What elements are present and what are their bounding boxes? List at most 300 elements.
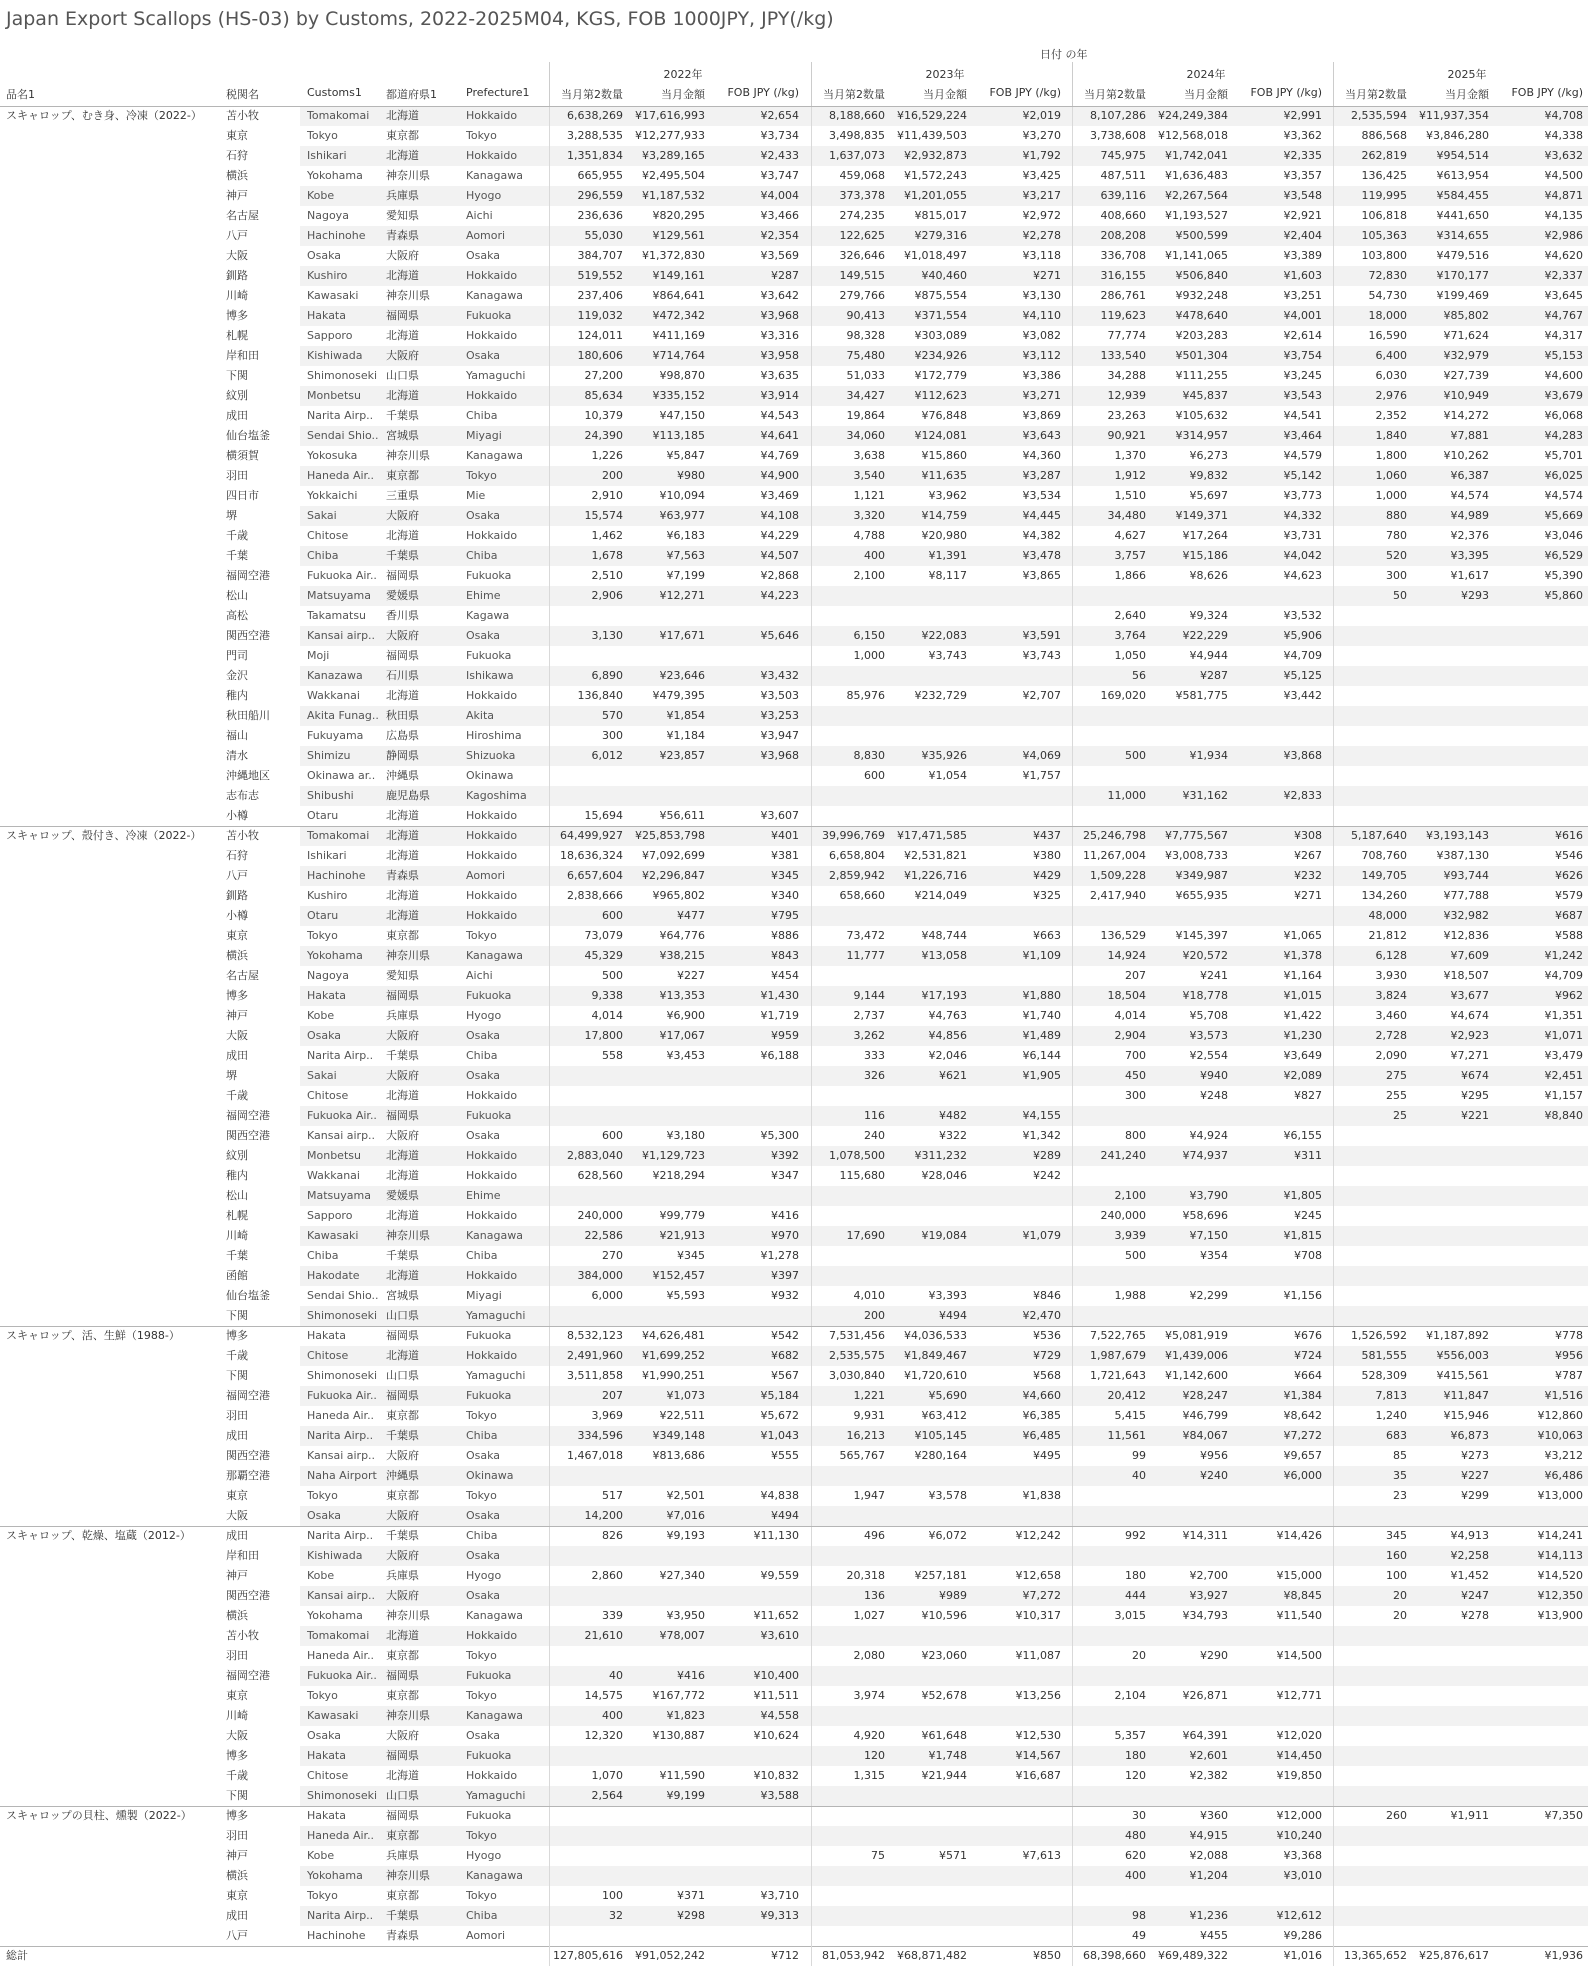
- quantity-cell: [805, 726, 885, 746]
- unit-price-cell: ¥10,240: [1276, 1829, 1322, 1842]
- unit-price-cell: [709, 1106, 799, 1126]
- value-cell: [1409, 1726, 1489, 1746]
- customs-office-jp: 仙台塩釜: [226, 429, 270, 442]
- quantity-cell: 35: [1393, 1469, 1407, 1482]
- unit-price-cell: ¥3,591: [1022, 629, 1061, 642]
- customs-office-jp: 関西空港: [226, 1589, 270, 1602]
- quantity-cell: [805, 966, 885, 986]
- prefecture-jp: 北海道: [386, 909, 419, 922]
- quantity-cell: 1,526,592: [1351, 1329, 1407, 1342]
- customs-office-jp: 福岡空港: [226, 1389, 270, 1402]
- value-cell: ¥10,094: [659, 489, 705, 502]
- unit-price-cell: ¥7,350: [1544, 1809, 1583, 1822]
- quantity-cell: 25,246,798: [1083, 829, 1146, 842]
- unit-price-cell: ¥271: [1033, 269, 1061, 282]
- value-cell: ¥3,846,280: [1426, 129, 1489, 142]
- quantity-cell: 75,480: [846, 349, 885, 362]
- value-cell: ¥149,371: [1175, 509, 1228, 522]
- column-header-measure: FOB JPY (/kg): [989, 86, 1061, 99]
- quantity-cell: 581,555: [1361, 1349, 1407, 1362]
- customs-office-en: Fukuoka Air..: [307, 1389, 377, 1402]
- customs-office-en: Kansai airp..: [307, 1449, 376, 1462]
- unit-price-cell: ¥9,559: [760, 1569, 799, 1582]
- quantity-cell: [1066, 1626, 1146, 1646]
- quantity-cell: 75: [871, 1849, 885, 1862]
- table-header: [0, 44, 1588, 106]
- unit-price-cell: ¥3,743: [1022, 649, 1061, 662]
- unit-price-cell: ¥3,773: [1283, 489, 1322, 502]
- column-header-measure: 当月金額: [661, 88, 705, 101]
- unit-price-cell: ¥4,360: [1022, 449, 1061, 462]
- quantity-cell: 2,535,575: [829, 1349, 885, 1362]
- table-row: [0, 106, 1588, 126]
- value-cell: [1409, 1866, 1489, 1886]
- unit-price-cell: ¥708: [1294, 1249, 1322, 1262]
- table-row: [0, 1046, 1588, 1066]
- column-header-dimension: Customs1: [307, 86, 362, 99]
- customs-office-en: Haneda Air..: [307, 1649, 375, 1662]
- prefecture-en: Osaka: [466, 629, 501, 642]
- table-row: [0, 966, 1588, 986]
- quantity-cell: [805, 1806, 885, 1826]
- value-cell: [1409, 1626, 1489, 1646]
- unit-price-cell: [1493, 1166, 1583, 1186]
- unit-price-cell: ¥3,968: [760, 749, 799, 762]
- unit-price-cell: ¥4,500: [1544, 169, 1583, 182]
- value-cell: ¥22,511: [659, 1409, 705, 1422]
- quantity-cell: 4,010: [853, 1289, 885, 1302]
- quantity-cell: 487,511: [1100, 169, 1146, 182]
- value-cell: ¥247: [1461, 1589, 1489, 1602]
- quantity-cell: 149,705: [1361, 869, 1407, 882]
- value-cell: ¥415,561: [1436, 1369, 1489, 1382]
- unit-price-cell: [971, 1906, 1061, 1926]
- quantity-cell: 496: [864, 1529, 885, 1542]
- prefecture-jp: 北海道: [386, 829, 419, 842]
- unit-price-cell: [1232, 766, 1322, 786]
- unit-price-cell: ¥4,317: [1544, 329, 1583, 342]
- customs-office-en: Hakata: [307, 989, 346, 1002]
- prefecture-en: Chiba: [466, 1429, 498, 1442]
- prefecture-en: Kanagawa: [466, 169, 523, 182]
- quantity-cell: 25: [1393, 1109, 1407, 1122]
- prefecture-jp: 大阪府: [386, 1069, 419, 1082]
- unit-price-cell: ¥886: [771, 929, 799, 942]
- value-cell: [1148, 1106, 1228, 1126]
- value-cell: ¥28,046: [921, 1169, 967, 1182]
- table-row: [0, 1026, 1588, 1046]
- customs-office-en: Kishiwada: [307, 349, 363, 362]
- value-cell: ¥354: [1200, 1249, 1228, 1262]
- value-cell: ¥17,671: [659, 629, 705, 642]
- quantity-cell: 333: [864, 1049, 885, 1062]
- unit-price-cell: [1493, 1686, 1583, 1706]
- quantity-cell: 2,976: [1375, 389, 1407, 402]
- value-cell: [1148, 1546, 1228, 1566]
- table-row: [0, 306, 1588, 326]
- quantity-cell: 700: [1125, 1049, 1146, 1062]
- table-row: [0, 1286, 1588, 1306]
- unit-price-cell: ¥3,679: [1544, 389, 1583, 402]
- table-row: [0, 1566, 1588, 1586]
- unit-price-cell: ¥3,362: [1283, 129, 1322, 142]
- unit-price-cell: ¥232: [1294, 869, 1322, 882]
- table-row: [0, 226, 1588, 246]
- value-cell: ¥71,624: [1443, 329, 1489, 342]
- quantity-cell: 565,767: [839, 1449, 885, 1462]
- value-cell: [1148, 586, 1228, 606]
- unit-price-cell: ¥5,142: [1283, 469, 1322, 482]
- value-cell: [887, 1886, 967, 1906]
- customs-office-en: Yokohama: [307, 169, 363, 182]
- value-cell: ¥1,934: [1189, 749, 1228, 762]
- unit-price-cell: ¥3,968: [760, 309, 799, 322]
- value-cell: ¥2,258: [1450, 1549, 1489, 1562]
- prefecture-en: Chiba: [466, 1909, 498, 1922]
- customs-office-jp: 函館: [226, 1269, 248, 1282]
- table-row: [0, 1246, 1588, 1266]
- prefecture-en: Fukuoka: [466, 1749, 512, 1762]
- quantity-cell: 106,818: [1361, 209, 1407, 222]
- unit-price-cell: ¥14,241: [1537, 1529, 1583, 1542]
- quantity-cell: [1066, 726, 1146, 746]
- unit-price-cell: ¥3,548: [1283, 189, 1322, 202]
- value-cell: ¥2,296,847: [642, 869, 705, 882]
- unit-price-cell: ¥10,624: [753, 1729, 799, 1742]
- value-cell: ¥145,397: [1175, 929, 1228, 942]
- prefecture-en: Hyogo: [466, 1849, 502, 1862]
- value-cell: ¥478,640: [1175, 309, 1228, 322]
- customs-office-jp: 紋別: [226, 389, 248, 402]
- prefecture-jp: 福岡県: [386, 649, 419, 662]
- unit-price-cell: ¥5,300: [760, 1129, 799, 1142]
- unit-price-cell: [1493, 1766, 1583, 1786]
- prefecture-jp: 秋田県: [386, 709, 419, 722]
- quantity-cell: [805, 1886, 885, 1906]
- customs-office-jp: 松山: [226, 1189, 248, 1202]
- value-cell: ¥78,007: [659, 1629, 705, 1642]
- quantity-cell: [1327, 1786, 1407, 1806]
- customs-office-en: Fukuyama: [307, 729, 364, 742]
- quantity-cell: [805, 1186, 885, 1206]
- unit-price-cell: ¥19,850: [1276, 1769, 1322, 1782]
- quantity-cell: 3,824: [1375, 989, 1407, 1002]
- unit-price-cell: [1232, 1546, 1322, 1566]
- unit-price-cell: ¥11,087: [1015, 1649, 1061, 1662]
- value-cell: ¥280,164: [914, 1449, 967, 1462]
- quantity-cell: [1327, 1126, 1407, 1146]
- customs-office-jp: 堺: [226, 1069, 237, 1082]
- prefecture-jp: 北海道: [386, 109, 419, 122]
- quantity-cell: 880: [1386, 509, 1407, 522]
- customs-office-jp: 下関: [226, 1309, 248, 1322]
- unit-price-cell: ¥4,838: [760, 1489, 799, 1502]
- customs-office-en: Shimonoseki: [307, 1369, 378, 1382]
- unit-price-cell: ¥555: [771, 1449, 799, 1462]
- unit-price-cell: ¥3,610: [760, 1629, 799, 1642]
- prefecture-en: Hokkaido: [466, 689, 518, 702]
- unit-price-cell: ¥827: [1294, 1089, 1322, 1102]
- unit-price-cell: ¥16,687: [1015, 1769, 1061, 1782]
- value-cell: ¥655,935: [1175, 889, 1228, 902]
- quantity-cell: 116: [864, 1109, 885, 1122]
- unit-price-cell: ¥289: [1033, 1149, 1061, 1162]
- value-cell: ¥2,382: [1189, 1769, 1228, 1782]
- customs-office-jp: 東京: [226, 929, 248, 942]
- value-cell: ¥45,837: [1182, 389, 1228, 402]
- value-cell: ¥199,469: [1436, 289, 1489, 302]
- value-cell: ¥7,271: [1450, 1049, 1489, 1062]
- unit-price-cell: ¥1,905: [1022, 1069, 1061, 1082]
- quantity-cell: 528,309: [1361, 1369, 1407, 1382]
- unit-price-cell: [1493, 1726, 1583, 1746]
- value-cell: ¥815,017: [914, 209, 967, 222]
- value-cell: [1409, 1226, 1489, 1246]
- value-cell: ¥58,696: [1182, 1209, 1228, 1222]
- unit-price-cell: ¥4,767: [1544, 309, 1583, 322]
- quantity-cell: [543, 1846, 623, 1866]
- quantity-cell: 6,400: [1375, 349, 1407, 362]
- quantity-cell: 23: [1393, 1489, 1407, 1502]
- value-cell: [887, 1706, 967, 1726]
- value-cell: ¥10,262: [1443, 449, 1489, 462]
- quantity-cell: [543, 606, 623, 626]
- customs-office-jp: 福岡空港: [226, 1669, 270, 1682]
- value-cell: ¥500,599: [1175, 229, 1228, 242]
- quantity-cell: [805, 786, 885, 806]
- value-cell: ¥1,854: [666, 709, 705, 722]
- quantity-cell: 992: [1125, 1529, 1146, 1542]
- customs-office-jp: 関西空港: [226, 1129, 270, 1142]
- unit-price-cell: ¥567: [771, 1369, 799, 1382]
- value-cell: [625, 1066, 705, 1086]
- prefecture-en: Tokyo: [466, 1489, 497, 1502]
- unit-price-cell: [971, 1546, 1061, 1566]
- quantity-cell: [1327, 1666, 1407, 1686]
- quantity-cell: 500: [1125, 749, 1146, 762]
- value-cell: ¥11,590: [659, 1769, 705, 1782]
- unit-price-cell: [1493, 1866, 1583, 1886]
- unit-price-cell: ¥4,001: [1283, 309, 1322, 322]
- value-cell: ¥130,887: [652, 1729, 705, 1742]
- value-cell: ¥7,092,699: [642, 849, 705, 862]
- prefecture-jp: 神奈川県: [386, 949, 430, 962]
- value-cell: ¥64,776: [659, 929, 705, 942]
- prefecture-en: Fukuoka: [466, 1669, 512, 1682]
- value-cell: ¥501,304: [1175, 349, 1228, 362]
- table-row: [0, 946, 1588, 966]
- customs-office-jp: 東京: [226, 1889, 248, 1902]
- quantity-cell: 2,859,942: [829, 869, 885, 882]
- unit-price-cell: ¥2,986: [1544, 229, 1583, 242]
- quantity-cell: [543, 1926, 623, 1946]
- prefecture-en: Osaka: [466, 1449, 501, 1462]
- quantity-cell: 1,987,679: [1090, 1349, 1146, 1362]
- prefecture-jp: 兵庫県: [386, 1569, 419, 1582]
- value-cell: [625, 1826, 705, 1846]
- customs-office-en: Kawasaki: [307, 1229, 359, 1242]
- prefecture-jp: 大阪府: [386, 629, 419, 642]
- value-cell: ¥11,847: [1443, 1389, 1489, 1402]
- quantity-cell: 15,574: [584, 509, 623, 522]
- prefecture-en: Osaka: [466, 509, 501, 522]
- unit-price-cell: ¥6,486: [1544, 1469, 1583, 1482]
- prefecture-jp: 北海道: [386, 1629, 419, 1642]
- quantity-cell: 6,638,269: [567, 109, 623, 122]
- prefecture-jp: 北海道: [386, 1349, 419, 1362]
- unit-price-cell: [1232, 726, 1322, 746]
- prefecture-jp: 神奈川県: [386, 1869, 430, 1882]
- prefecture-en: Hokkaido: [466, 1089, 518, 1102]
- unit-price-cell: ¥245: [1294, 1209, 1322, 1222]
- prefecture-en: Fukuoka: [466, 1389, 512, 1402]
- customs-office-jp: 釧路: [226, 269, 248, 282]
- unit-price-cell: [709, 1466, 799, 1486]
- value-cell: ¥482: [939, 1109, 967, 1122]
- table-row: [0, 1606, 1588, 1626]
- unit-price-cell: [1232, 1266, 1322, 1286]
- quantity-cell: 180,606: [577, 349, 623, 362]
- unit-price-cell: ¥3,357: [1283, 169, 1322, 182]
- prefecture-jp: 大阪府: [386, 1129, 419, 1142]
- prefecture-jp: 神奈川県: [386, 449, 430, 462]
- value-cell: [625, 1086, 705, 1106]
- quantity-cell: [1066, 706, 1146, 726]
- quantity-cell: [1066, 906, 1146, 926]
- unit-price-cell: ¥8,845: [1283, 1589, 1322, 1602]
- prefecture-jp: 福岡県: [386, 309, 419, 322]
- unit-price-cell: [709, 786, 799, 806]
- table-row: [0, 1146, 1588, 1166]
- quantity-cell: 316,155: [1100, 269, 1146, 282]
- unit-price-cell: [1493, 1826, 1583, 1846]
- quantity-cell: 6,890: [591, 669, 623, 682]
- value-cell: ¥32,979: [1443, 349, 1489, 362]
- quantity-cell: 2,728: [1375, 1029, 1407, 1042]
- value-cell: ¥3,393: [928, 1289, 967, 1302]
- table-row: [0, 906, 1588, 926]
- value-cell: ¥1,699,252: [642, 1349, 705, 1362]
- unit-price-cell: ¥12,612: [1276, 1909, 1322, 1922]
- unit-price-cell: [971, 706, 1061, 726]
- value-cell: ¥35,926: [921, 749, 967, 762]
- unit-price-cell: ¥626: [1555, 869, 1583, 882]
- quantity-cell: 85,976: [846, 689, 885, 702]
- quantity-cell: 51,033: [846, 369, 885, 382]
- customs-office-en: Yokohama: [307, 1869, 363, 1882]
- unit-price-cell: ¥542: [771, 1329, 799, 1342]
- customs-office-en: Tokyo: [307, 929, 338, 942]
- unit-price-cell: ¥932: [771, 1289, 799, 1302]
- prefecture-jp: 山口県: [386, 1789, 419, 1802]
- table-row: [0, 426, 1588, 446]
- unit-price-cell: ¥3,118: [1022, 249, 1061, 262]
- quantity-cell: 262,819: [1361, 149, 1407, 162]
- unit-price-cell: ¥3,479: [1544, 1049, 1583, 1062]
- unit-price-cell: ¥7,272: [1283, 1429, 1322, 1442]
- table-row: [0, 446, 1588, 466]
- value-cell: ¥4,856: [928, 1029, 967, 1042]
- value-cell: ¥1,990,251: [642, 1369, 705, 1382]
- prefecture-en: Aomori: [466, 229, 506, 242]
- unit-price-cell: [1232, 1786, 1322, 1806]
- prefecture-jp: 北海道: [386, 389, 419, 402]
- value-cell: ¥105,632: [1175, 409, 1228, 422]
- unit-price-cell: ¥308: [1294, 829, 1322, 842]
- prefecture-en: Fukuoka: [466, 1329, 512, 1342]
- unit-price-cell: [971, 966, 1061, 986]
- unit-price-cell: ¥724: [1294, 1349, 1322, 1362]
- value-cell: [1409, 1286, 1489, 1306]
- quantity-cell: 1,678: [591, 549, 623, 562]
- customs-office-jp: 松山: [226, 589, 248, 602]
- customs-office-en: Shimonoseki: [307, 369, 378, 382]
- quantity-cell: 240: [864, 1129, 885, 1142]
- unit-price-cell: ¥676: [1294, 1329, 1322, 1342]
- quantity-cell: 400: [1125, 1869, 1146, 1882]
- customs-office-jp: 岸和田: [226, 1549, 259, 1562]
- table-row: [0, 1806, 1588, 1826]
- quantity-cell: 90,921: [1107, 429, 1146, 442]
- prefecture-en: Kanagawa: [466, 1229, 523, 1242]
- value-cell: ¥479,395: [652, 689, 705, 702]
- prefecture-en: Chiba: [466, 1049, 498, 1062]
- quantity-cell: 1,070: [591, 1769, 623, 1782]
- customs-office-jp: 志布志: [226, 789, 259, 802]
- unit-price-cell: ¥3,645: [1544, 289, 1583, 302]
- quantity-cell: [1066, 1546, 1146, 1566]
- value-cell: ¥129,561: [652, 229, 705, 242]
- prefecture-en: Shizuoka: [466, 749, 516, 762]
- unit-price-cell: ¥4,135: [1544, 209, 1583, 222]
- unit-price-cell: ¥663: [1033, 929, 1061, 942]
- value-cell: [625, 766, 705, 786]
- prefecture-jp: 北海道: [386, 1169, 419, 1182]
- unit-price-cell: [1493, 1646, 1583, 1666]
- quantity-cell: 45,329: [584, 949, 623, 962]
- value-cell: [887, 606, 967, 626]
- prefecture-jp: 北海道: [386, 1769, 419, 1782]
- value-cell: [887, 1626, 967, 1646]
- unit-price-cell: [971, 726, 1061, 746]
- quantity-cell: 9,931: [853, 1409, 885, 1422]
- prefecture-en: Tokyo: [466, 1409, 497, 1422]
- customs-office-jp: 秋田船川: [226, 709, 270, 722]
- value-cell: [1409, 1666, 1489, 1686]
- quantity-cell: 658,660: [839, 889, 885, 902]
- value-cell: ¥38,215: [659, 949, 705, 962]
- value-cell: ¥371,554: [914, 309, 967, 322]
- prefecture-en: Yamaguchi: [466, 1789, 526, 1802]
- customs-office-en: Kansai airp..: [307, 629, 376, 642]
- unit-price-cell: ¥5,669: [1544, 509, 1583, 522]
- customs-office-en: Shimonoseki: [307, 1309, 378, 1322]
- value-cell: ¥1,849,467: [904, 1349, 967, 1362]
- quantity-cell: [1327, 1866, 1407, 1886]
- value-cell: ¥3,193,143: [1426, 829, 1489, 842]
- value-cell: [1409, 1786, 1489, 1806]
- quantity-cell: [1327, 1146, 1407, 1166]
- quantity-cell: 408,660: [1100, 209, 1146, 222]
- unit-price-cell: [971, 1466, 1061, 1486]
- quantity-cell: 54,730: [1368, 289, 1407, 302]
- table-row: [0, 1726, 1588, 1746]
- customs-office-en: Otaru: [307, 909, 339, 922]
- prefecture-jp: 北海道: [386, 889, 419, 902]
- customs-office-en: Kushiro: [307, 269, 348, 282]
- quantity-cell: 56: [1132, 669, 1146, 682]
- quantity-cell: [543, 786, 623, 806]
